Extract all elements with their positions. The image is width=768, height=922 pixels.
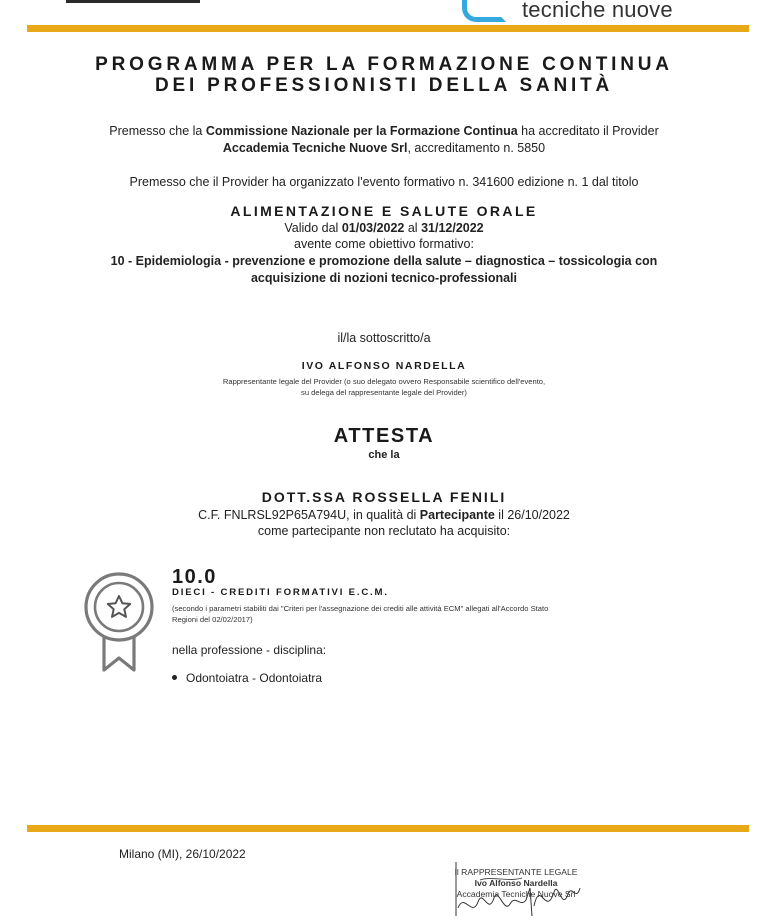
- premise-text: ha accreditato il Provider: [517, 124, 659, 138]
- credits-note-line1: (secondo i parametri stabiliti dai "Criteri per l'assegnazione dei crediti alle attività ECM" allegati all'Accordo Stato: [172, 604, 549, 613]
- validity-text: al: [404, 221, 422, 235]
- place-date: Milano (MI), 26/10/2022: [119, 847, 246, 861]
- attesta-heading: ATTESTA: [333, 425, 435, 447]
- undersigned-role-line2: su delega del rappresentante legale del Provider): [301, 388, 467, 397]
- page-title-line1: PROGRAMMA PER LA FORMAZIONE CONTINUA: [95, 54, 673, 75]
- signer-company: Accademia Tecniche Nuove Srl: [456, 889, 576, 899]
- logo-arc-icon: [462, 0, 506, 22]
- valid-from-date: 01/03/2022: [341, 221, 405, 235]
- profession-label: nella professione - disciplina:: [172, 643, 327, 657]
- objective-line2: acquisizione di nozioni tecnico-professionali: [250, 271, 517, 285]
- attesta-sub: che la: [368, 449, 400, 461]
- undersigned-label: il/la sottoscritto/a: [337, 331, 431, 345]
- participant-role: Partecipante: [419, 508, 495, 522]
- partner-logo-fragment: [66, 0, 200, 3]
- credits-value: 10.0: [172, 566, 217, 588]
- undersigned-role-line1: Rappresentante legale del Provider (o suo delegato ovvero Responsabile scientifico dell'evento,: [222, 377, 546, 386]
- undersigned-name: IVO ALFONSO NARDELLA: [301, 360, 467, 372]
- award-ribbon-star-icon: [80, 570, 158, 674]
- validity-text: Valido dal: [284, 221, 342, 235]
- objective-line1: 10 - Epidemiologia - prevenzione e promozione della salute – diagnostica – tossicologia con: [110, 254, 658, 268]
- premise-text: Premesso che la: [109, 124, 206, 138]
- premise-commission: [0, 122, 768, 140]
- commission-name: Commissione Nazionale per la Formazione Continua: [205, 124, 518, 138]
- credits-note: [172, 603, 652, 625]
- logo-text: tecniche nuove: [522, 0, 673, 22]
- profession-item: Odontoiatra - Odontoiatra: [186, 671, 323, 685]
- accreditation-number: , accreditamento n. 5850: [407, 141, 546, 155]
- signer-title: Il RAPPRESENTANTE LEGALE: [454, 867, 578, 877]
- event-title: ALIMENTAZIONE E SALUTE ORALE: [230, 203, 538, 219]
- premise-provider: [0, 139, 768, 157]
- participant-name: DOTT.SSA ROSSELLA FENILI: [261, 489, 507, 505]
- list-item: [172, 671, 322, 685]
- provider-name: Accademia Tecniche Nuove Srl: [222, 141, 408, 155]
- bottom-divider-bar: [27, 825, 749, 832]
- participant-date: il 26/10/2022: [494, 508, 570, 522]
- credits-label: DIECI - CREDITI FORMATIVI E.C.M.: [172, 587, 389, 598]
- valid-to-date: 31/12/2022: [421, 221, 484, 235]
- participant-cf-text: C.F. FNLRSL92P65A794U, in qualità di: [198, 508, 420, 522]
- bullet-icon: [172, 675, 177, 680]
- page-title-line2: DEI PROFESSIONISTI DELLA SANITÀ: [154, 75, 614, 96]
- handwritten-signature-icon: [450, 858, 585, 920]
- participant-status: come partecipante non reclutato ha acquisito:: [257, 524, 511, 538]
- premise-event: Premesso che il Provider ha organizzato l'evento formativo n. 341600 edizione n. 1 dal titolo: [129, 175, 639, 189]
- objective-intro: avente come obiettivo formativo:: [294, 237, 474, 251]
- signer-name: Ivo Alfonso Nardella: [474, 878, 558, 888]
- credits-note-line2: Regioni del 02/02/2017): [172, 615, 253, 624]
- top-divider-bar: [27, 25, 749, 32]
